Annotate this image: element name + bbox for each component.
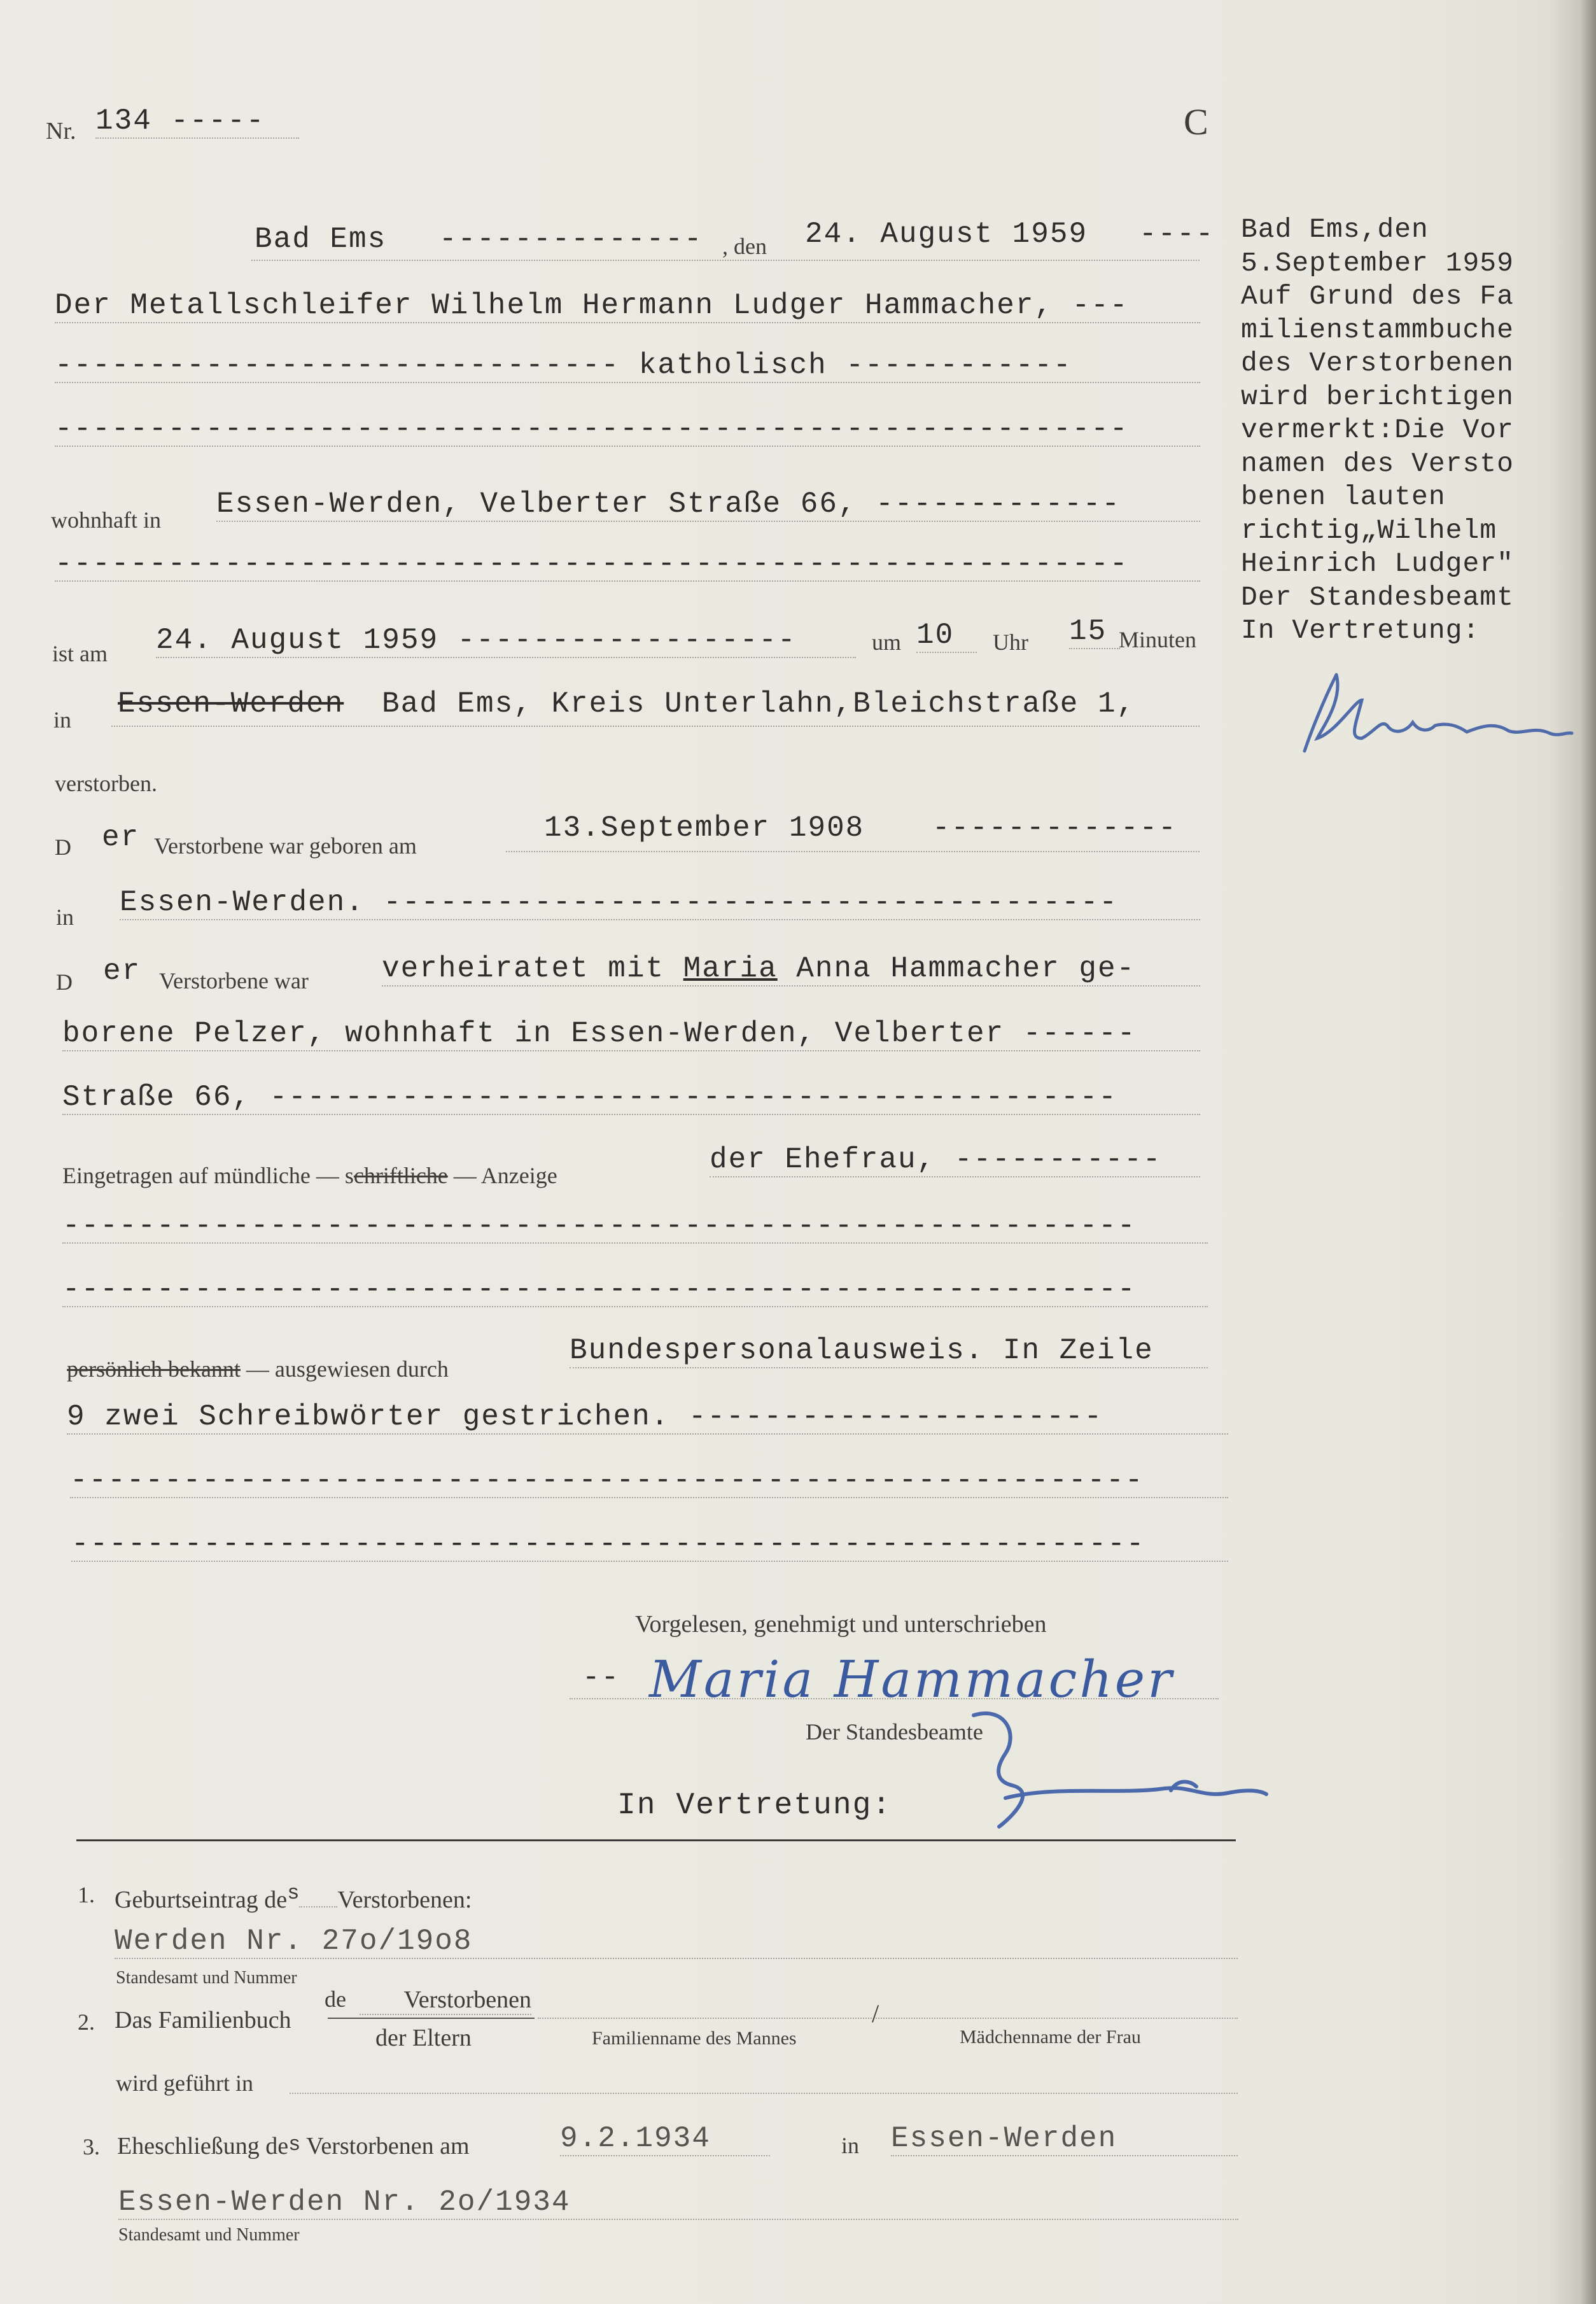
item2-number: 2. [78,2009,95,2035]
item3-value: Essen-Werden Nr. 2o/1934 [118,2186,1238,2220]
blank-line-2: --------------------------------------------------------- [55,547,1200,582]
margin-note-line: Bad Ems,den [1241,214,1429,245]
spouse-first-name: Maria [683,952,778,985]
margin-note-line: des Verstorbenen [1241,348,1514,379]
verstorben-label: verstorben. [55,771,157,796]
item1-number: 1. [78,1882,95,1907]
ausgewiesen-value: Bundespersonalausweis. In Zeile [570,1334,1208,1368]
born-prefix: D [55,834,71,860]
margin-note-line: benen lauten [1241,481,1446,512]
religion-line: ------------------------------ katholisch ------------ [55,349,1200,383]
in-label: in [53,707,72,733]
hour: 10 [916,619,977,653]
item2-de: de [325,1986,346,2012]
item2-husband-label: Familienname des Mannes [592,2028,797,2049]
registrar-signature [961,1709,1279,1836]
nr-label: Nr. [46,118,76,144]
wohnhaft-value: Essen-Werden, Velberter Straße 66, ------------- [216,488,1200,522]
born-label: Verstorbene war geboren am [154,833,417,859]
item3-date: 9.2.1934 [560,2122,770,2156]
margin-note-line: milienstammbuche [1241,314,1514,346]
margin-note-line: In Vertretung: [1241,615,1480,646]
margin-note-line: vermerkt:Die Vor [1241,414,1514,446]
item3-number: 3. [83,2134,100,2160]
registrar-label: Der Standesbeamte [806,1719,983,1745]
birth-in-label: in [56,904,74,930]
married-suffix: er [103,955,141,988]
dash-line-d: --------------------------------------------------------- [71,1528,1228,1562]
item3-in-label: in [841,2133,860,2158]
item2-label: Das Familienbuch [115,2007,291,2034]
death-place-struck: Essen-Werden [118,687,344,720]
blank-line-1: --------------------------------------------------------- [55,412,1200,447]
minute: 15 [1069,615,1120,649]
item2-wird-label: wird geführt in [116,2070,253,2096]
item2-slash: / [872,1999,879,2028]
item2-verstorbenen: Verstorbenen [360,1986,531,2015]
section-divider [76,1839,1236,1841]
dash-line-c: --------------------------------------------------------- [70,1464,1228,1498]
dash-line-a: --------------------------------------------------------- [62,1209,1208,1244]
margin-note-line: wird berichtigen [1241,381,1514,412]
item1-label: Geburtseintrag $de^s$ Verstorbenen: [115,1881,472,1913]
wohnhaft-label: wohnhaft in [51,507,161,533]
read-approved-label: Vorgelesen, genehmigt und unterschrieben [635,1611,1047,1638]
married-prefix: D [56,969,73,995]
married-value: verheiratet mit Maria Anna Hammacher ge- [382,952,1200,987]
margin-note-line: Auf Grund des Fa [1241,281,1514,312]
item1-value: Werden Nr. 27o/19o8 [115,1925,1238,1959]
eingetragen-label: Eingetragen auf mündliche — schriftliche — Anzeige [62,1163,557,1188]
death-date: 24. August 1959 ------------------ [156,624,856,658]
in-vertretung-label: In Vertretung: [617,1788,892,1823]
married-line-3: Straße 66, --------------------------------------------- [62,1081,1200,1115]
margin-note-line: richtig„Wilhelm [1241,514,1497,546]
margin-signature [1298,662,1578,764]
den-label: , den [722,234,767,259]
date-dashes: ---- [1139,218,1215,251]
place: Bad Ems [255,223,387,256]
ist-am-label: ist am [52,641,108,666]
birth-date: 13.September 1908 [544,811,865,845]
death-place: Bad Ems, Kreis Unterlahn,Bleichstraße 1, [382,687,1136,720]
svg-text:Kürsin: Kürsin [1425,757,1427,758]
item3-label: Eheschließung des Verstorbenen am [117,2133,470,2160]
signer-signature: Maria Hammacher [649,1650,1175,1709]
um-label: um [872,629,902,655]
item2-eltern: der Eltern [375,2025,472,2051]
item3-place: Essen-Werden [891,2122,1238,2156]
birth-dashes: ------------- [932,811,1177,845]
married-line-2: borene Pelzer, wohnhaft in Essen-Werden, Velberter ------ [62,1017,1200,1051]
signer-dashes: -- [582,1661,620,1694]
margin-note-line: 5.September 1959 [1241,247,1514,279]
deceased-line: Der Metallschleifer Wilhelm Hermann Ludger Hammacher, --- [55,289,1200,323]
form-letter: C [1184,101,1208,143]
margin-note-line: namen des Versto [1241,447,1514,479]
ausgewiesen-label: persönlich bekannt — ausgewiesen durch [67,1356,449,1382]
margin-note-line: Heinrich Ludger" [1241,548,1514,579]
birth-place: Essen-Werden. --------------------------------------- [120,886,1200,920]
minuten-label: Minuten [1119,627,1196,652]
item3-sub: Standesamt und Nummer [118,2225,300,2245]
dash-line-b: --------------------------------------------------------- [62,1273,1208,1307]
eingetragen-value: der Ehefrau, ----------- [710,1143,1200,1177]
place-dashes: -------------- [439,223,703,256]
item2-wife-label: Mädchenname der Frau [960,2027,1141,2048]
item1-sub: Standesamt und Nummer [116,1968,297,1988]
uhr-label: Uhr [993,629,1028,655]
margin-note-line: Der Standesbeamt [1241,581,1514,613]
nr-value: 134 ----- [95,104,299,139]
married-label: Verstorbene war [159,968,309,994]
born-suffix: er [102,821,140,854]
ausgewiesen-line-2: 9 zwei Schreibwörter gestrichen. ---------------------- [67,1400,1228,1435]
date: 24. August 1959 [805,218,1088,251]
margin-note [1241,213,1572,648]
